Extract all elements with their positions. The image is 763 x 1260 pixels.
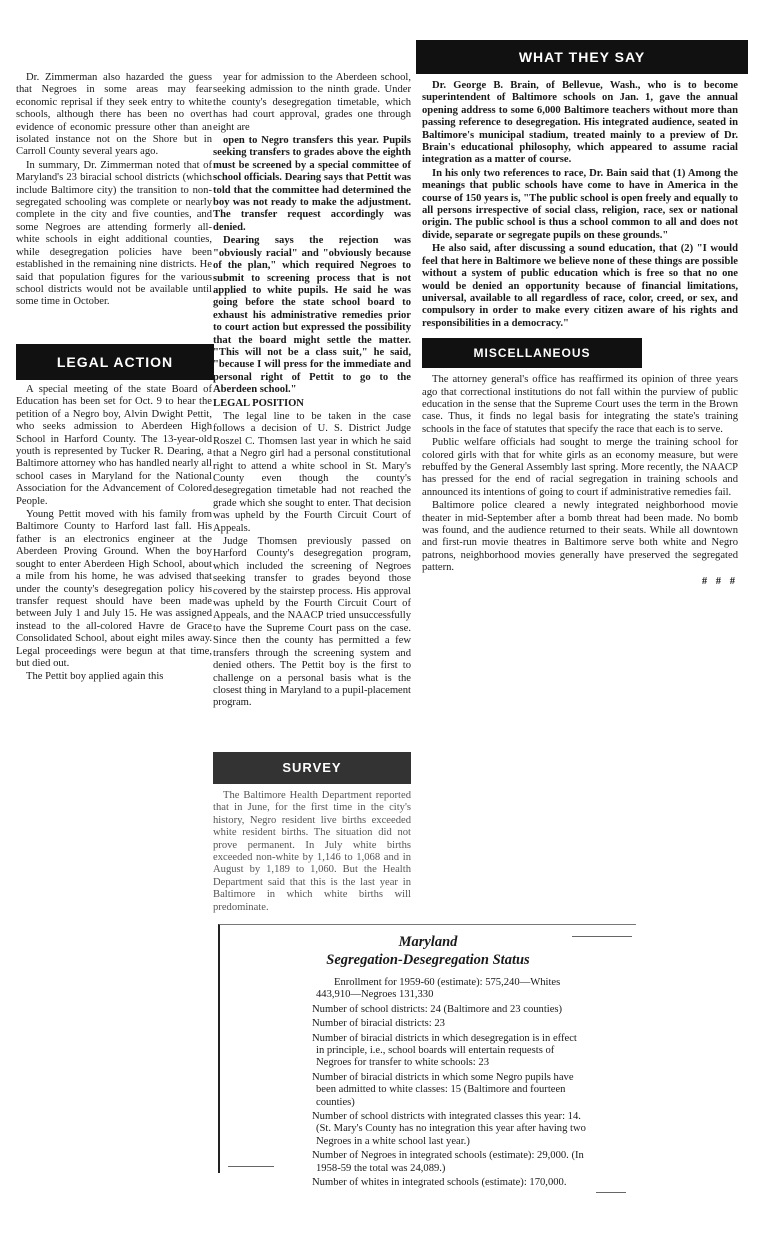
column-2 bbox=[213, 72, 411, 711]
status-box-title bbox=[220, 933, 636, 969]
miscellaneous-section bbox=[422, 374, 738, 588]
article-paragraph: Dr. George B. Brain, of Bellevue, Wash., who is to become superintendent of Baltimore schools on Jan. 1, gave the annual opening address to some 6,000 Baltimore teachers without more than passing reference to desegregation. His integrated audience, seated in Baltimore's municipal stadium, treated mainly to a preview of Dr. Brain's educational philosophy, which appeared to assume racial integration as a matter of course. bbox=[422, 80, 738, 166]
article-paragraph: The Pettit boy applied again this bbox=[26, 671, 164, 683]
column-1-intro bbox=[16, 72, 212, 310]
status-item: Number of Negroes in integrated schools (estimate): 29,000. (In 1958-59 the total was 24,089.) bbox=[312, 1150, 584, 1174]
article-paragraph: Young Pettit moved with his family from Baltimore County to Harford last fall. His father is an electronics engineer at the Aberdeen Proving Ground. When the boy sought to enter Aberdeen High School, about a mile from his home, he was advised that under the county's desegregation policy his transfer request should have been made between July 1 and July 15. He was assigned instead to the all-colored Havre de Grace Consolidated School, about eight miles away. Legal proceedings were begun at that time, but died out. bbox=[16, 509, 212, 669]
article-paragraph: Baltimore police cleared a newly integrated neighborhood movie theater in mid-September after a bomb threat had been made. No bomb was found, and the audience returned to their seats. While all downtown and first-run movie theatres in Baltimore serve both white and Negro patrons, neighborhood movies generally have preserved the segregated pattern. bbox=[422, 500, 738, 574]
legal-action-banner: LEGAL ACTION bbox=[16, 344, 214, 380]
article-paragraph: He also said, after discussing a sound education, that (2) "I would feel that here in Baltimore we believe none of these things are possible without a system of public education which is free so that no one would be denied an opportunity because of financial limitations, universal, available to all regardless of race, color, creed, or sex, and compulsory in order to make every citizen aware of his rights and responsibilities in a democracy." bbox=[422, 243, 738, 329]
status-item: Number of biracial districts: 23 bbox=[312, 1018, 445, 1030]
article-paragraph: Dr. Zimmerman also hazarded the guess that Negroes in some areas may fear economic reprisal if they seek entry to white schools, although there has been no overt evidence of economic pressure other than an isolated instance not on the Shore but in Carroll County several years ago. bbox=[16, 72, 212, 158]
status-title-line1: Maryland bbox=[398, 934, 458, 950]
legal-position-subhead: LEGAL POSITION bbox=[213, 397, 304, 409]
legal-action-section bbox=[16, 384, 212, 685]
status-item: Number of biracial districts in which some Negro pupils have been admitted to white classes: 15 (Baltimore and fourteen counties) bbox=[312, 1071, 574, 1108]
end-mark: # # # bbox=[701, 575, 738, 587]
article-paragraph: The Baltimore Health Department reported that in June, for the first time in the city's history, Negro resident live births exceeded white resident births. The situation did not prove permanent. In July white births exceeded non-white by 1,146 to 1,068 and in August by 1,189 to 1,060. But the Health Department said that this is the last year in Baltimore in which white births will predominate. bbox=[213, 790, 411, 913]
status-title-line2: Segregation-Desegregation Status bbox=[326, 952, 530, 968]
article-paragraph: Judge Thomsen previously passed on Harford County's desegregation program, which included the screening of Negroes seeking transfer to grades beyond those covered by the stairstep process. His approval was upheld by the Fourth Circuit Court of Appeals, and the NAACP tried unsuccessfully to have the Supreme Court pass on the case. Since then the county has permitted a few transfers through the screening system and denied others. The Pettit boy is the first to challenge on a personal basis what is the closest thing in Maryland to a pupil-placement program. bbox=[213, 536, 411, 709]
article-paragraph: A special meeting of the state Board of Education has been set for Oct. 9 to hear the petition of a Negro boy, Alvin Dwight Pettit, who seeks admission to Aberdeen High School in Harford County. The 13-year-old youth is represented by Tucker R. Dearing, a Baltimore attorney who has handled nearly all school cases in Maryland for the National Association for the Advancement of Colored People. bbox=[16, 384, 212, 507]
status-item: Number of school districts: 24 (Baltimore and 23 counties) bbox=[312, 1003, 563, 1015]
scan-mark bbox=[572, 936, 632, 937]
column-3 bbox=[416, 40, 748, 589]
what-they-say-section bbox=[422, 80, 738, 330]
scan-mark bbox=[596, 1192, 626, 1193]
article-paragraph: In summary, Dr. Zimmerman noted that of Maryland's 23 biracial school districts (which include Baltimore city) the transition to non-segregated schooling was complete or nearly complete in the city and five counties, and some Negroes are attending formerly all-white schools in eight additional counties, while desegregation policies have been established in the remaining nine districts. He said that population figures for the various school districts would not be available until some time in October. bbox=[16, 159, 212, 308]
article-paragraph: In his only two references to race, Dr. Bain said that (1) Among the meanings that public schools have come to have in America in the course of 150 years is, "The public school is open freely and equally to all persons irrespective of social class, religion, race, sex or national origin. The public school is thus a school common to all and does not divide, separate or segregate pupils on these grounds." bbox=[422, 167, 738, 241]
survey-banner: SURVEY bbox=[213, 752, 411, 784]
bold-passage bbox=[213, 135, 411, 397]
article-paragraph: Dearing says the rejection was "obviously racial" and "obviously because of the plan," which required Negroes to submit to screening process that is not applied to white pupils. He said he was going before the state school board to exhaust his administrative remedies prior to court action but expressed the possibility that the board might settle the matter. "This will not be a class suit," he said, "because I will press for the immediate and personal right of Pettit to go to the Aberdeen school." bbox=[213, 235, 411, 396]
status-item: Number of biracial districts in which desegregation is in effect in principle, i.e., school boards will entertain requests of Negroes for transfer to white schools: 23 bbox=[312, 1032, 577, 1069]
status-item: Enrollment for 1959-60 (estimate): 575,240—Whites 443,910—Negroes 131,330 bbox=[316, 977, 561, 1001]
status-box bbox=[218, 924, 636, 1189]
status-item: Number of school districts with integrated classes this year: 14. (St. Mary's County has no integration this year after having two Negroes in a white school last year.) bbox=[312, 1111, 586, 1147]
article-paragraph: The legal line to be taken in the case follows a decision of U. S. District Judge Roszel C. Thomsen last year in which he said that a Negro girl had a personal constitutional right to attend a white school in St. Mary's County even though the county's desegregation timetable had not reached the grade which she sought to enter. That decision was upheld by the Fourth Circuit Court of Appeals. bbox=[213, 410, 411, 534]
status-list bbox=[312, 977, 586, 1190]
survey-section bbox=[213, 790, 411, 915]
miscellaneous-banner: MISCELLANEOUS bbox=[422, 338, 642, 368]
status-item: Number of whites in integrated schools (estimate): 170,000. bbox=[312, 1177, 567, 1189]
article-paragraph: open to Negro transfers this year. Pupils seeking transfers to grades above the eighth must be screened by a special committee of school officials. Dearing says that Pettit was told that the committee had determined the boy was not ready to make the adjustment. The transfer request accordingly was denied. bbox=[213, 135, 411, 233]
article-paragraph: Public welfare officials had sought to merge the training school for colored girls with that for white girls as an economy measure, but were rebuffed by the General Assembly last spring. More recently, the NAACP has pressed for the end of racial segregation in training schools and announced its intentions of going to court if administrative remedies fail. bbox=[422, 437, 738, 498]
article-paragraph: year for admission to the Aberdeen school, seeking admission to the ninth grade. Under the county's desegregation timetable, which has had court approval, grades one through eight are bbox=[213, 72, 411, 133]
scan-mark bbox=[228, 1166, 274, 1167]
article-paragraph: The attorney general's office has reaffirmed its opinion of three years ago that correctional institutions do not fall within the purview of public education in the sense that the Supreme Court uses the term in the Brown case. Thus, it finds no legal basis for integrating the state's training schools in the face of statutes that specify the race that each is to serve. bbox=[422, 374, 738, 435]
what-they-say-banner: WHAT THEY SAY bbox=[416, 40, 748, 74]
